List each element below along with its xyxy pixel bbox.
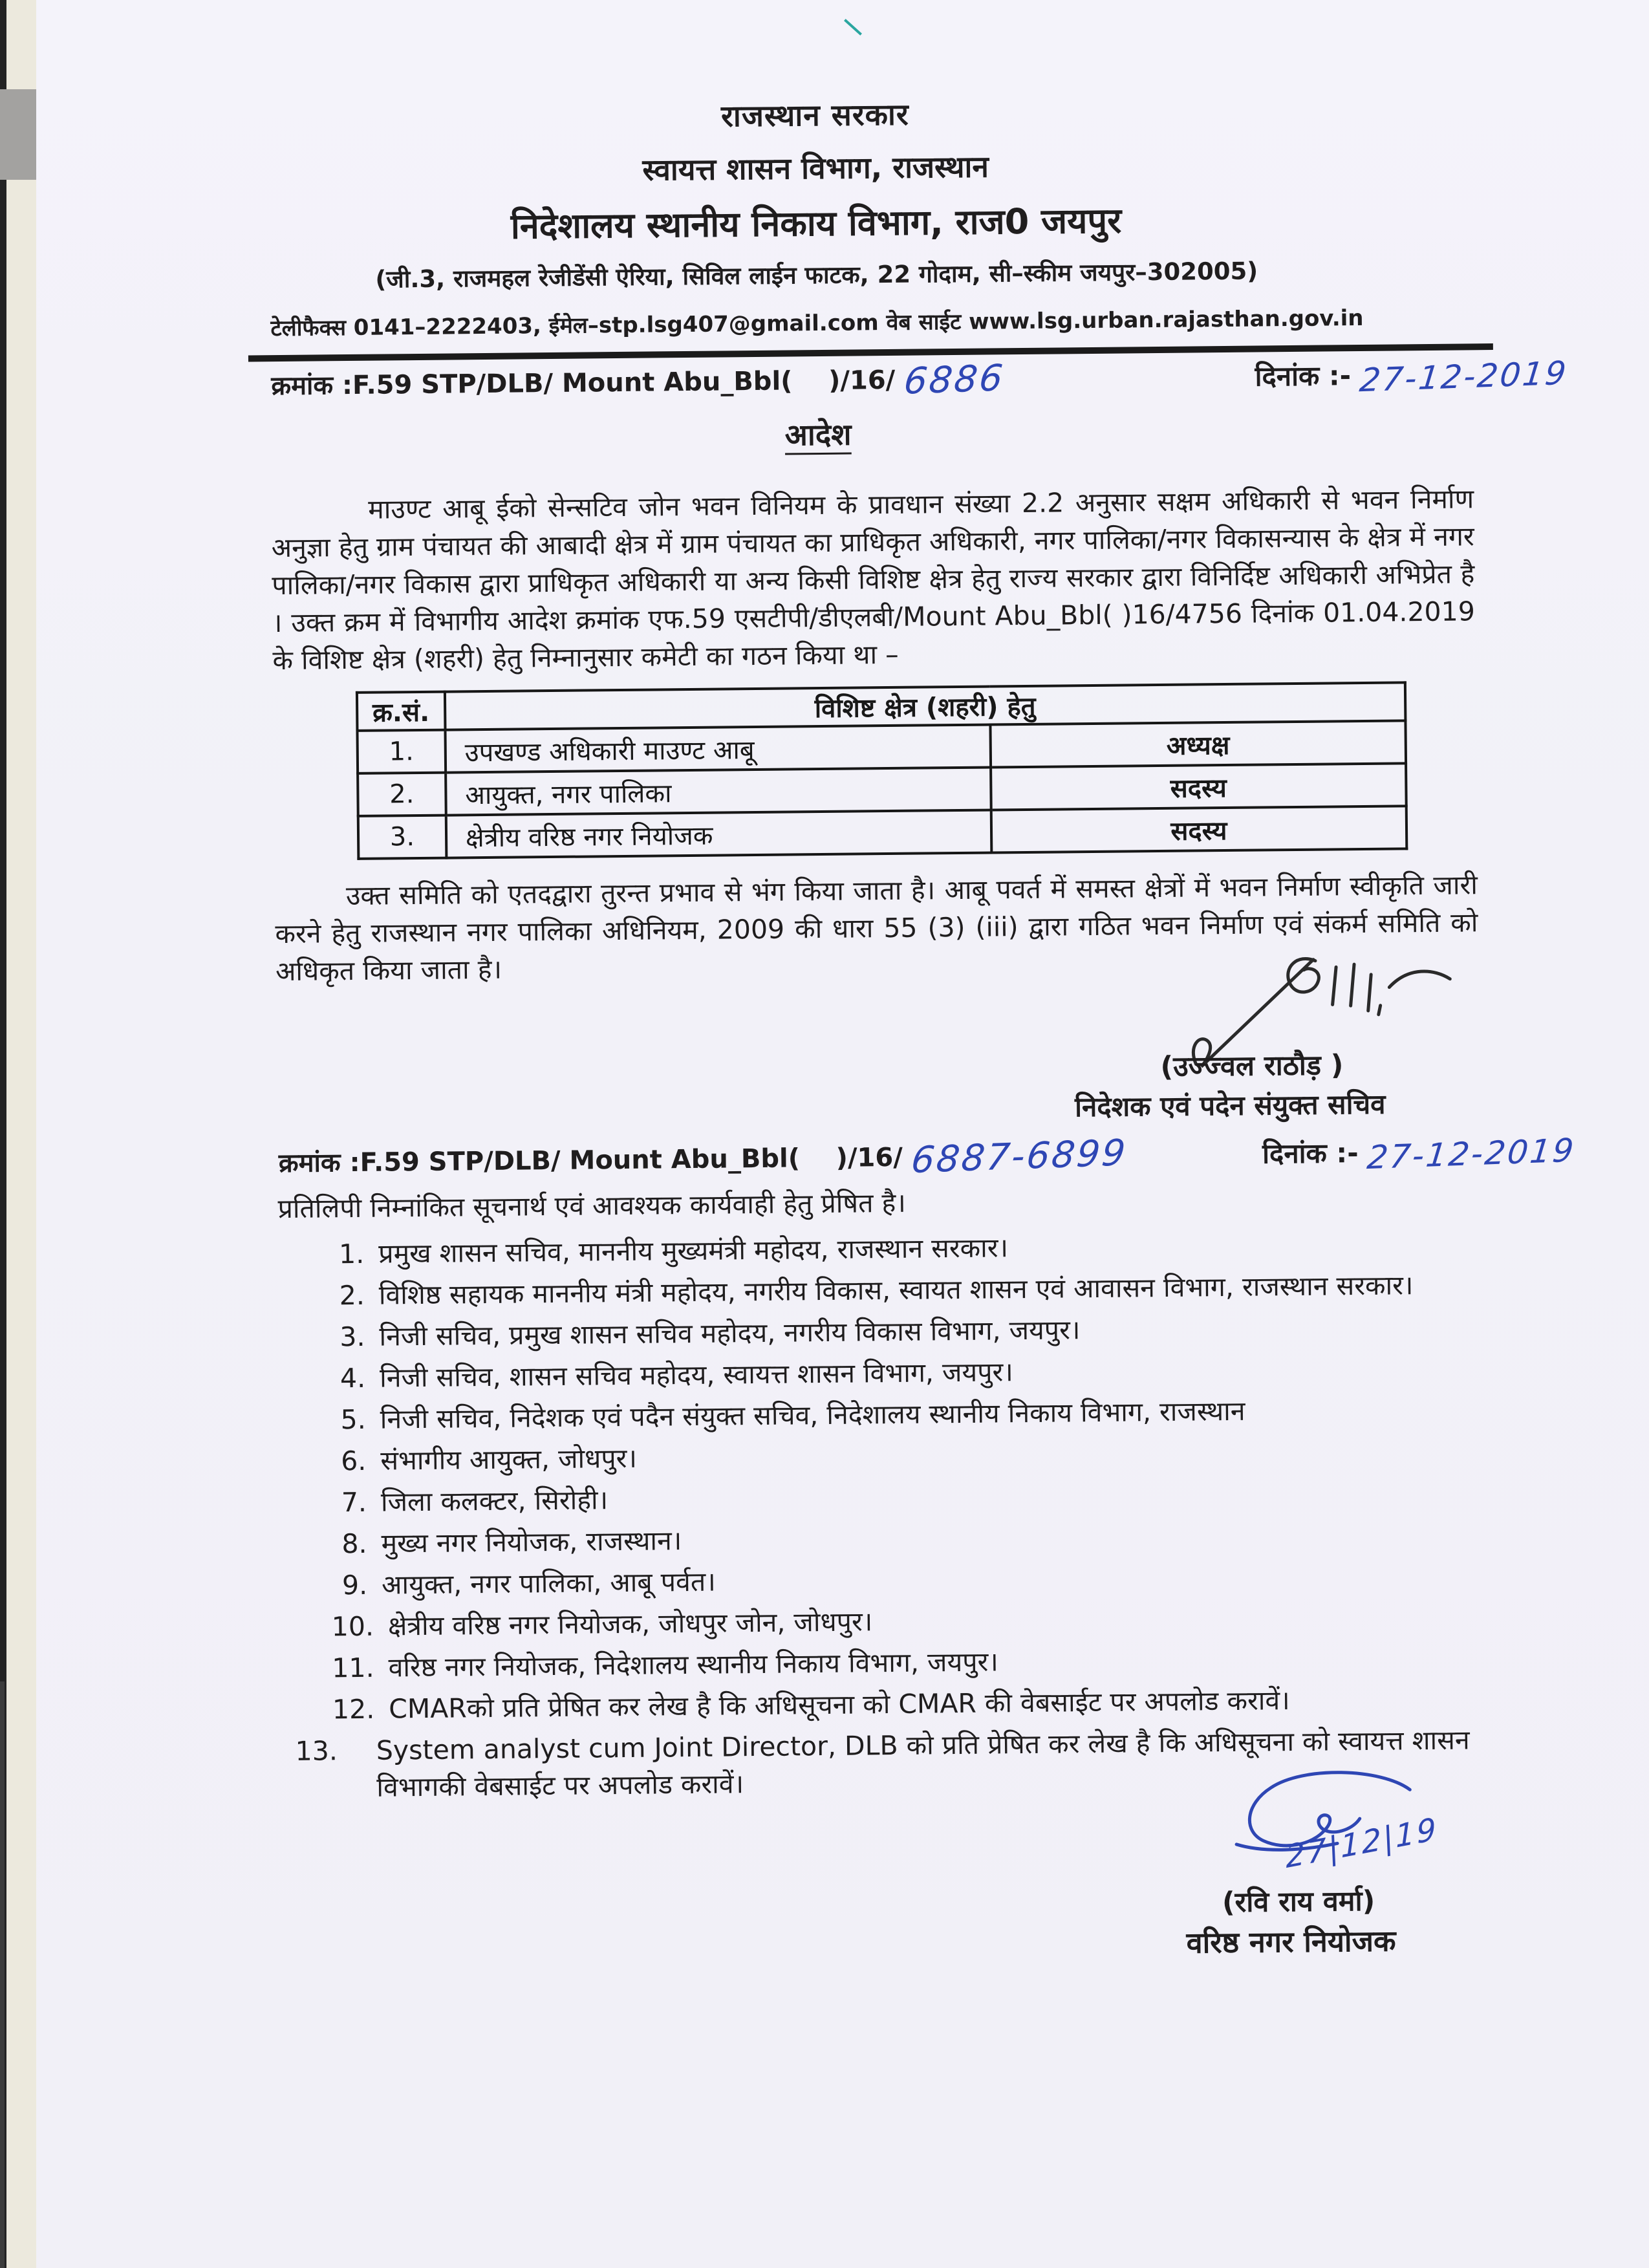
cell-serial: 2. <box>358 773 446 816</box>
list-item <box>330 1432 1491 1480</box>
table-row <box>358 806 1407 859</box>
cell-designation: क्षेत्रीय वरिष्ठ नगर नियोजक <box>446 810 991 858</box>
list-item-text: निजी सचिव, प्रमुख शासन सचिव महोदय, नगरीय विकास विभाग, जयपुर। <box>379 1314 1081 1352</box>
list-item <box>331 1556 1492 1604</box>
date-handwritten: 27-12-2019 <box>1358 354 1570 400</box>
signature-block-2 <box>6 1763 1649 1992</box>
directorate-name: निदेशालय स्थानीय निकाय विभाग, राज0 जयपुर <box>510 200 1122 247</box>
order-paragraph-1: माउण्ट आबू ईको सेन्सटिव जोन भवन विनियम के प्रावधान संख्या 2.2 अनुसार सक्षम अधिकारी से भवन निर्माण अनुज्ञा हेतु ग्राम पंचायत की आबादी क्षेत्र में ग्राम पंचायत का प्राधिकृत अधिकारी, नगर पालिका/नगर विकासन्यास के क्षेत्र में नगर पालिका/नगर विकास द्वारा प्राधिकृत अधिकारी या अन्य किसी विशिष्ट क्षेत्र हेतु राज्य सरकार द्वारा विनिर्दिष्ट अधिकारी अभिप्रेत है । उक्त क्रम में विभागीय आदेश क्रमांक एफ.59 एसटीपी/डीएलबी/Mount Abu_Bbl( )16/4756 दिनांक 01.04.2019 के विशिष्ट क्षेत्र (शहरी) हेतु निम्नानुसार कमेटी का गठन किया था – <box>271 483 1476 676</box>
list-item-number: 5. <box>340 1403 366 1436</box>
cell-role: सदस्य <box>991 806 1406 852</box>
contact-line: टेलीफैक्स 0141–2222403, ईमेल–stp.lsg407@gmail.com वेब साईट www.lsg.urban.rajasthan.gov.in <box>270 305 1364 342</box>
reference-number-2 <box>278 1132 1129 1182</box>
cell-role: अध्यक्ष <box>990 720 1406 767</box>
list-item-text: वरिष्ठ नगर नियोजक, निदेशालय स्थानीय निकाय विभाग, जयपुर। <box>388 1646 999 1683</box>
list-item <box>330 1515 1491 1562</box>
committee-table-body <box>357 720 1406 859</box>
list-item <box>332 1680 1493 1728</box>
list-item-text: मुख्य नगर नियोजक, राजस्थान। <box>381 1525 682 1559</box>
column-header-title: विशिष्ट क्षेत्र (शहरी) हेतु <box>445 682 1406 729</box>
cell-serial: 3. <box>358 815 446 859</box>
date-label: दिनांक :- <box>1262 1137 1359 1170</box>
scan-edge-strip-lower <box>0 1681 5 2268</box>
list-item-number: 12. <box>332 1693 375 1725</box>
list-item-text: संभागीय आयुक्त, जोधपुर। <box>380 1442 638 1476</box>
order-paragraph-2: उक्त समिति को एतदद्वारा तुरन्त प्रभाव से भंग किया जाता है। आबू पवर्त में समस्त क्षेत्रों में भवन निर्माण स्वीकृति जारी करने हेतु राजस्थान नगर पालिका अधिनियम, 2009 की धारा 55 (3) (iii) द्वारा गठित भवन निर्माण एवं संकर्म समिति को अधिकृत किया जाता है। <box>275 869 1478 988</box>
date-handwritten: 27-12-2019 <box>1365 1131 1578 1177</box>
letterhead <box>0 0 1642 345</box>
signatory-name: (उज्ज्वल राठौड़ ) <box>1160 1049 1344 1084</box>
signature-block-1 <box>0 967 1649 1141</box>
list-item-number: 13. <box>295 1735 338 1767</box>
signature-date-handwritten: 27|12|19 <box>1284 1810 1439 1876</box>
list-item-number: 10. <box>331 1610 374 1643</box>
list-item-number: 1. <box>338 1238 365 1270</box>
list-item <box>332 1639 1493 1687</box>
list-item-number: 4. <box>339 1362 366 1394</box>
list-item-text: विशिष्ठ सहायक माननीय मंत्री महोदय, नगरीय विकास, स्वायत शासन एवं आवासन विभाग, राजस्थान सरकार। <box>378 1269 1414 1311</box>
list-item-number: 7. <box>341 1486 367 1518</box>
list-item <box>329 1349 1490 1397</box>
office-address: (जी.3, राजमहल रेजीडेंसी ऐरिया, सिविल लाईन फाटक, 22 गोदाम, सी–स्कीम जयपुर–302005) <box>375 257 1258 294</box>
list-item-number: 2. <box>339 1279 365 1312</box>
date-label: दिनांक :- <box>1255 360 1352 393</box>
list-item-text: निजी सचिव, शासन सचिव महोदय, स्वायत्त शासन विभाग, जयपुर। <box>379 1356 1014 1394</box>
reference-row-2 <box>278 1131 1578 1182</box>
reference-label: क्रमांक <box>271 371 334 402</box>
signatory-title: निदेशक एवं पदेन संयुक्त सचिव <box>1074 1088 1386 1123</box>
cell-serial: 1. <box>357 730 445 773</box>
list-item <box>332 1597 1493 1645</box>
distribution-intro: प्रतिलिपी निम्नांकित सूचनार्थ एवं आवश्यक कार्यवाही हेतु प्रेषित है। <box>277 1187 907 1225</box>
list-item <box>329 1266 1489 1314</box>
reference-row-1 <box>271 354 1568 404</box>
reference-number-1 <box>271 357 1007 403</box>
date-1 <box>1255 354 1570 400</box>
cell-designation: उपखण्ड अधिकारी माउण्ट आबू <box>445 725 990 773</box>
cell-designation: आयुक्त, नगर पालिका <box>446 768 991 815</box>
cell-role: सदस्य <box>991 763 1406 810</box>
list-item <box>329 1308 1489 1355</box>
reference-number-printed: :F.59 STP/DLB/ Mount Abu_Bbl( )/16/ <box>349 1142 903 1178</box>
list-item <box>329 1390 1490 1438</box>
list-item-number: 11. <box>332 1652 374 1684</box>
reference-number-handwritten: 6886 <box>901 357 1007 403</box>
list-item-text: CMARको प्रति प्रेषित कर लेख है कि अधिसूचना को CMAR की वेबसाईट पर अपलोड करावें। <box>389 1685 1290 1725</box>
date-2 <box>1262 1131 1578 1177</box>
government-name: राजस्थान सरकार <box>720 96 909 134</box>
list-item-text: System analyst cum Joint Director, DLB को प्रति प्रेषित कर लेख है कि अधिसूचना को स्वायत्त शासन विभागकी वेबसाईट पर अपलोड करावें। <box>376 1724 1470 1803</box>
column-header-serial: क्र.सं. <box>357 692 445 731</box>
list-item-text: प्रमुख शासन सचिव, माननीय मुख्यमंत्री महोदय, राजस्थान सरकार। <box>378 1232 1009 1269</box>
list-item-text: क्षेत्रीय वरिष्ठ नगर नियोजक, जोधपुर जोन, जोधपुर। <box>387 1606 873 1642</box>
list-item-number: 9. <box>341 1569 368 1601</box>
reference-number-handwritten: 6887-6899 <box>909 1132 1129 1182</box>
committee-table <box>356 681 1408 860</box>
list-item-number: 3. <box>339 1321 365 1353</box>
list-item-number: 8. <box>341 1528 367 1560</box>
reference-label: क्रमांक <box>278 1148 341 1179</box>
list-item-text: निजी सचिव, निदेशक एवं पदैन संयुक्त सचिव, निदेशालय स्थानीय निकाय विभाग, राजस्थान <box>380 1395 1245 1435</box>
list-item-text: आयुक्त, नगर पालिका, आबू पर्वत। <box>381 1566 716 1601</box>
signatory-name: (रवि राय वर्मा) <box>1222 1885 1375 1919</box>
reference-number-printed: :F.59 STP/DLB/ Mount Abu_Bbl( )/16/ <box>341 365 896 401</box>
department-name: स्वायत्त शासन विभाग, राजस्थान <box>642 149 989 188</box>
list-item <box>330 1473 1491 1521</box>
list-item-number: 6. <box>340 1445 367 1477</box>
list-item <box>328 1225 1489 1273</box>
order-heading: आदेश <box>784 416 852 453</box>
list-item-text: जिला कलक्टर, सिरोही। <box>380 1484 609 1518</box>
signatory-title: वरिष्ठ नगर नियोजक <box>1186 1923 1396 1960</box>
recipients-list <box>295 1225 1494 1806</box>
